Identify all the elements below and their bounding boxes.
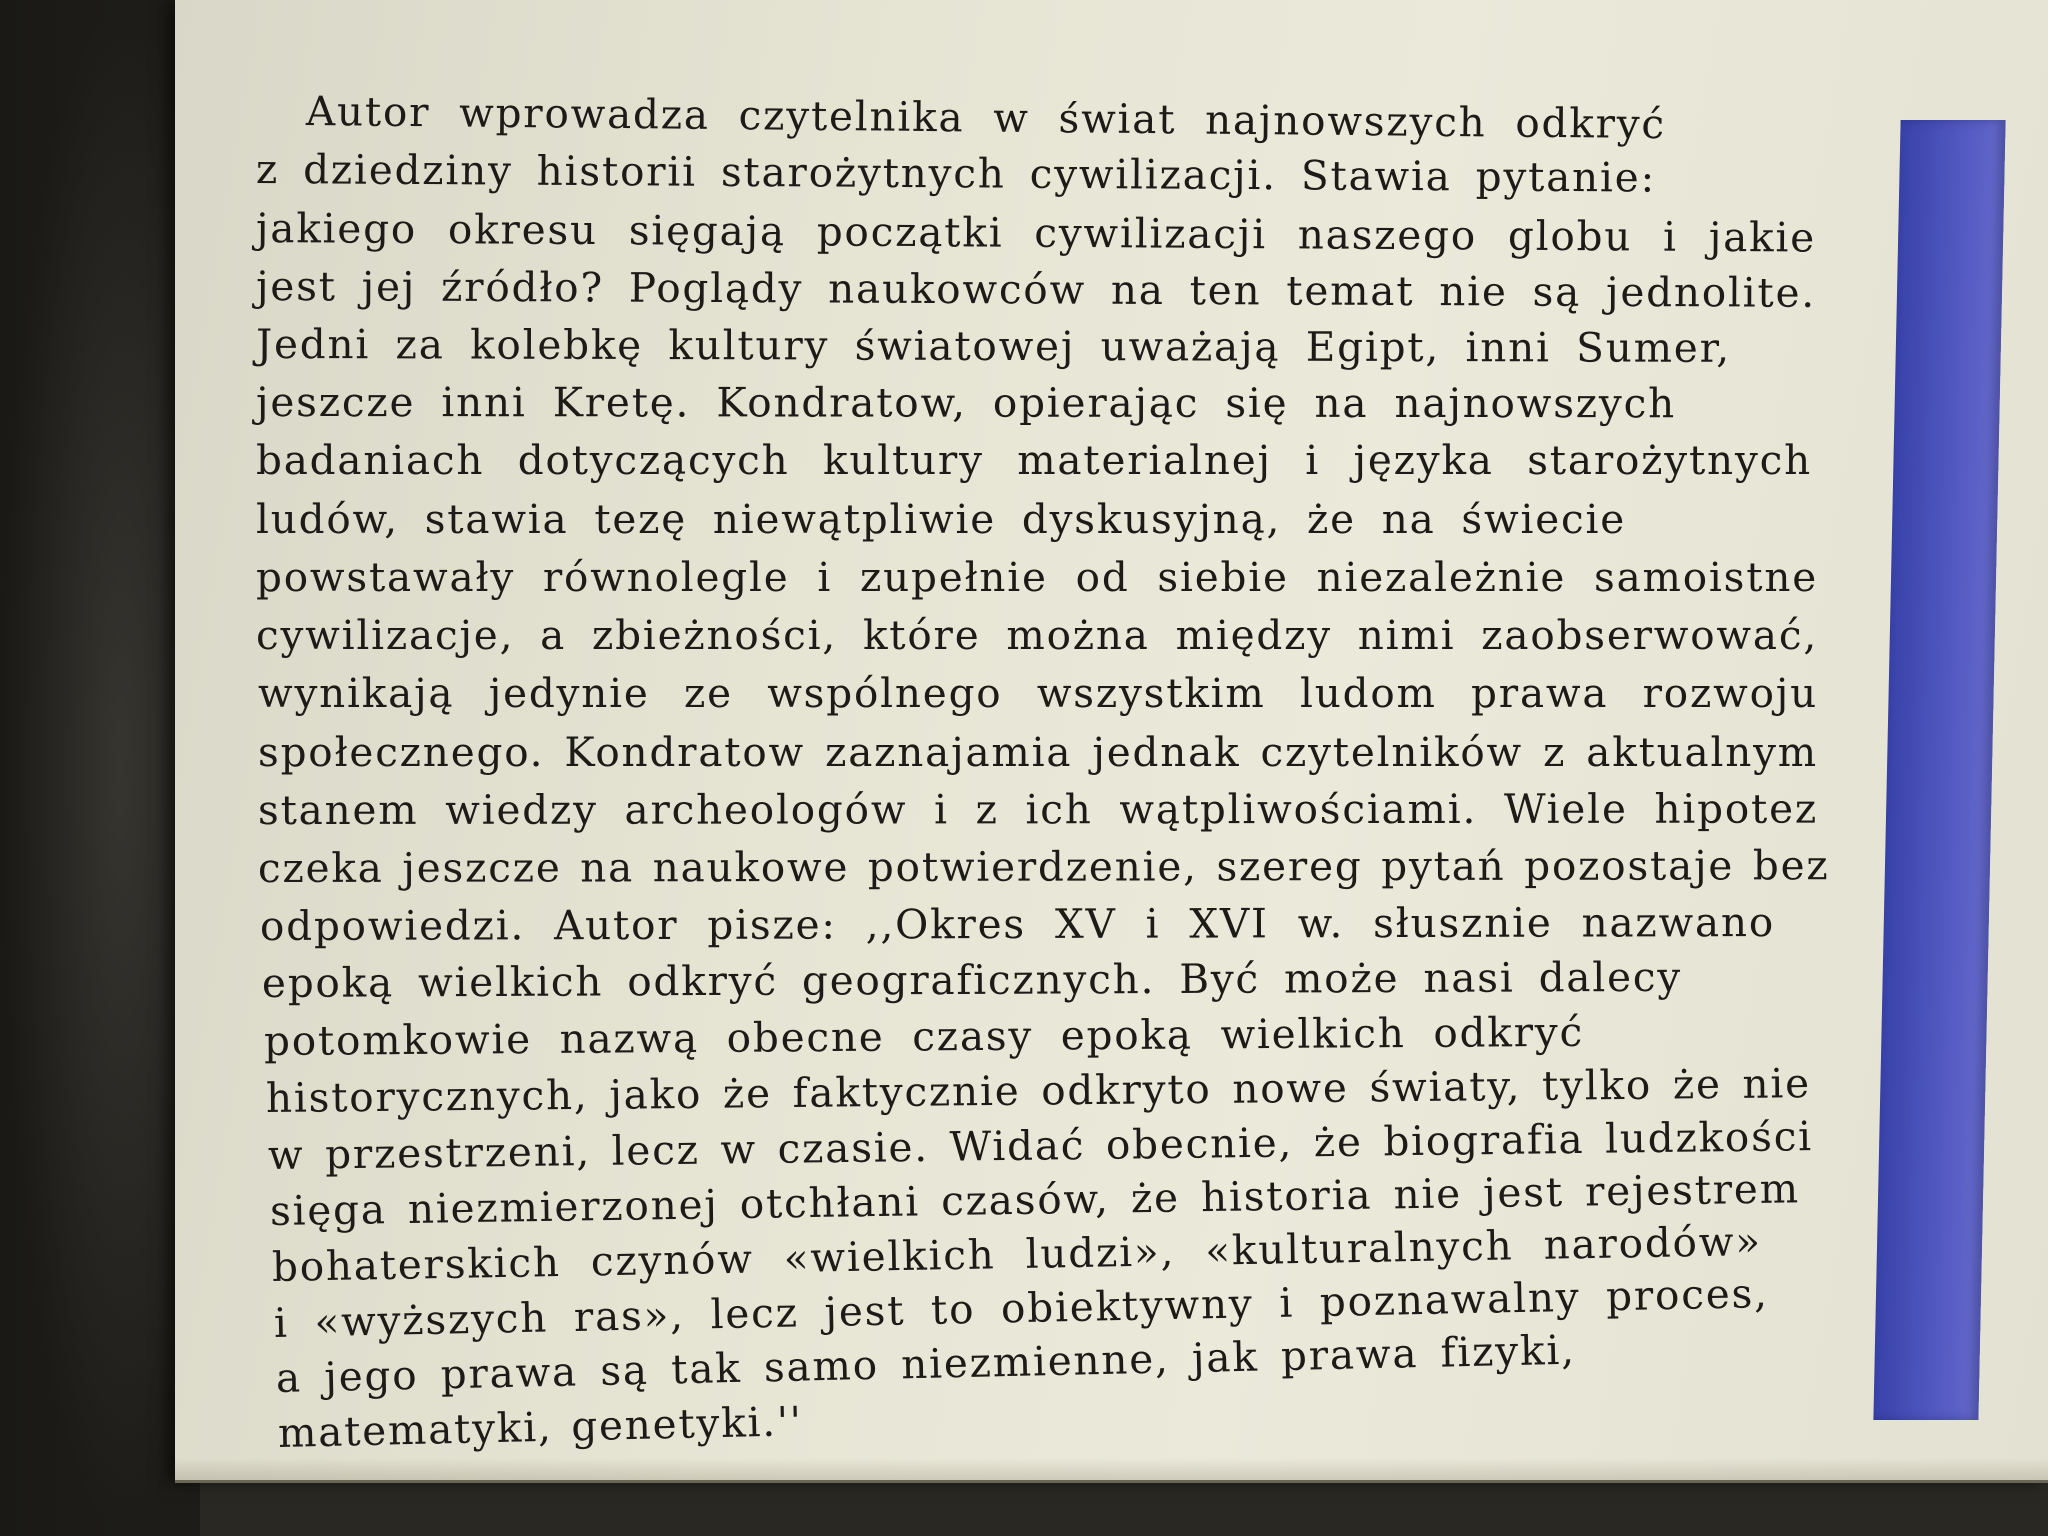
left-shadow bbox=[0, 0, 200, 1536]
text-line: matematyki, genetyki.'' bbox=[277, 1397, 804, 1457]
text-line: sięga niezmierzonej otchłani czasów, że historia nie jest rejestrem bbox=[269, 1164, 1801, 1235]
text-line: bohaterskich czynów «wielkich ludzi», «kulturalnych narodów» bbox=[271, 1216, 1763, 1291]
text-line: z dziedziny historii starożytnych cywilizacji. Stawia pytanie: bbox=[255, 145, 1657, 202]
text-line: jakiego okresu sięgają początki cywilizacji naszego globu i jakie bbox=[255, 204, 1817, 262]
text-line: czeka jeszcze na naukowe potwierdzenie, szereg pytań pozostaje bez bbox=[257, 841, 1830, 892]
text-line: odpowiedzi. Autor pisze: ,,Okres XV i XVI w. słusznie nazwano bbox=[259, 898, 1776, 950]
text-line: cywilizacje, a zbieżności, które można między nimi zaobserwować, bbox=[256, 611, 1818, 659]
text-line: i «wyższych ras», lecz jest to obiektywny i poznawalny proces, bbox=[273, 1269, 1770, 1347]
text-line: w przestrzeni, lecz w czasie. Widać obecnie, że biografia ludzkości bbox=[267, 1112, 1814, 1179]
text-line: ludów, stawia tezę niewątpliwie dyskusyjną, że na świecie bbox=[256, 495, 1626, 543]
text-line: jeszcze inni Kretę. Kondratow, opierając się na najnowszych bbox=[255, 378, 1677, 428]
text-line: historycznych, jako że faktycznie odkryto nowe światy, tylko że nie bbox=[265, 1059, 1812, 1122]
text-line: społecznego. Kondratow zaznajamia jednak czytelników z aktualnym bbox=[258, 728, 1818, 776]
text-line: stanem wiedzy archeologów i z ich wątpliwościami. Wiele hipotez bbox=[257, 784, 1819, 834]
text-line: wynikają jedynie ze wspólnego wszystkim ludom prawa rozwoju bbox=[258, 669, 1818, 717]
text-line: badaniach dotyczących kultury materialnej i języka starożytnych bbox=[256, 436, 1812, 484]
text-line: potomkowie nazwą obecne czasy epoką wielkich odkryć bbox=[263, 1007, 1585, 1065]
text-line: Jedni za kolebkę kultury światowej uważają Egipt, inni Sumer, bbox=[255, 320, 1732, 372]
text-line: epoką wielkich odkryć geograficznych. Być może nasi dalecy bbox=[261, 952, 1683, 1007]
text-line: powstawały równolegle i zupełnie od siebie niezależnie samoistne bbox=[256, 553, 1818, 601]
text-line: Autor wprowadza czytelnika w świat najnowszych odkryć bbox=[305, 87, 1667, 149]
text-line: jest jej źródło? Poglądy naukowców na ten temat nie są jednolite. bbox=[255, 262, 1817, 317]
text-line: a jego prawa są tak samo niezmienne, jak prawa fizyki, bbox=[275, 1325, 1577, 1402]
